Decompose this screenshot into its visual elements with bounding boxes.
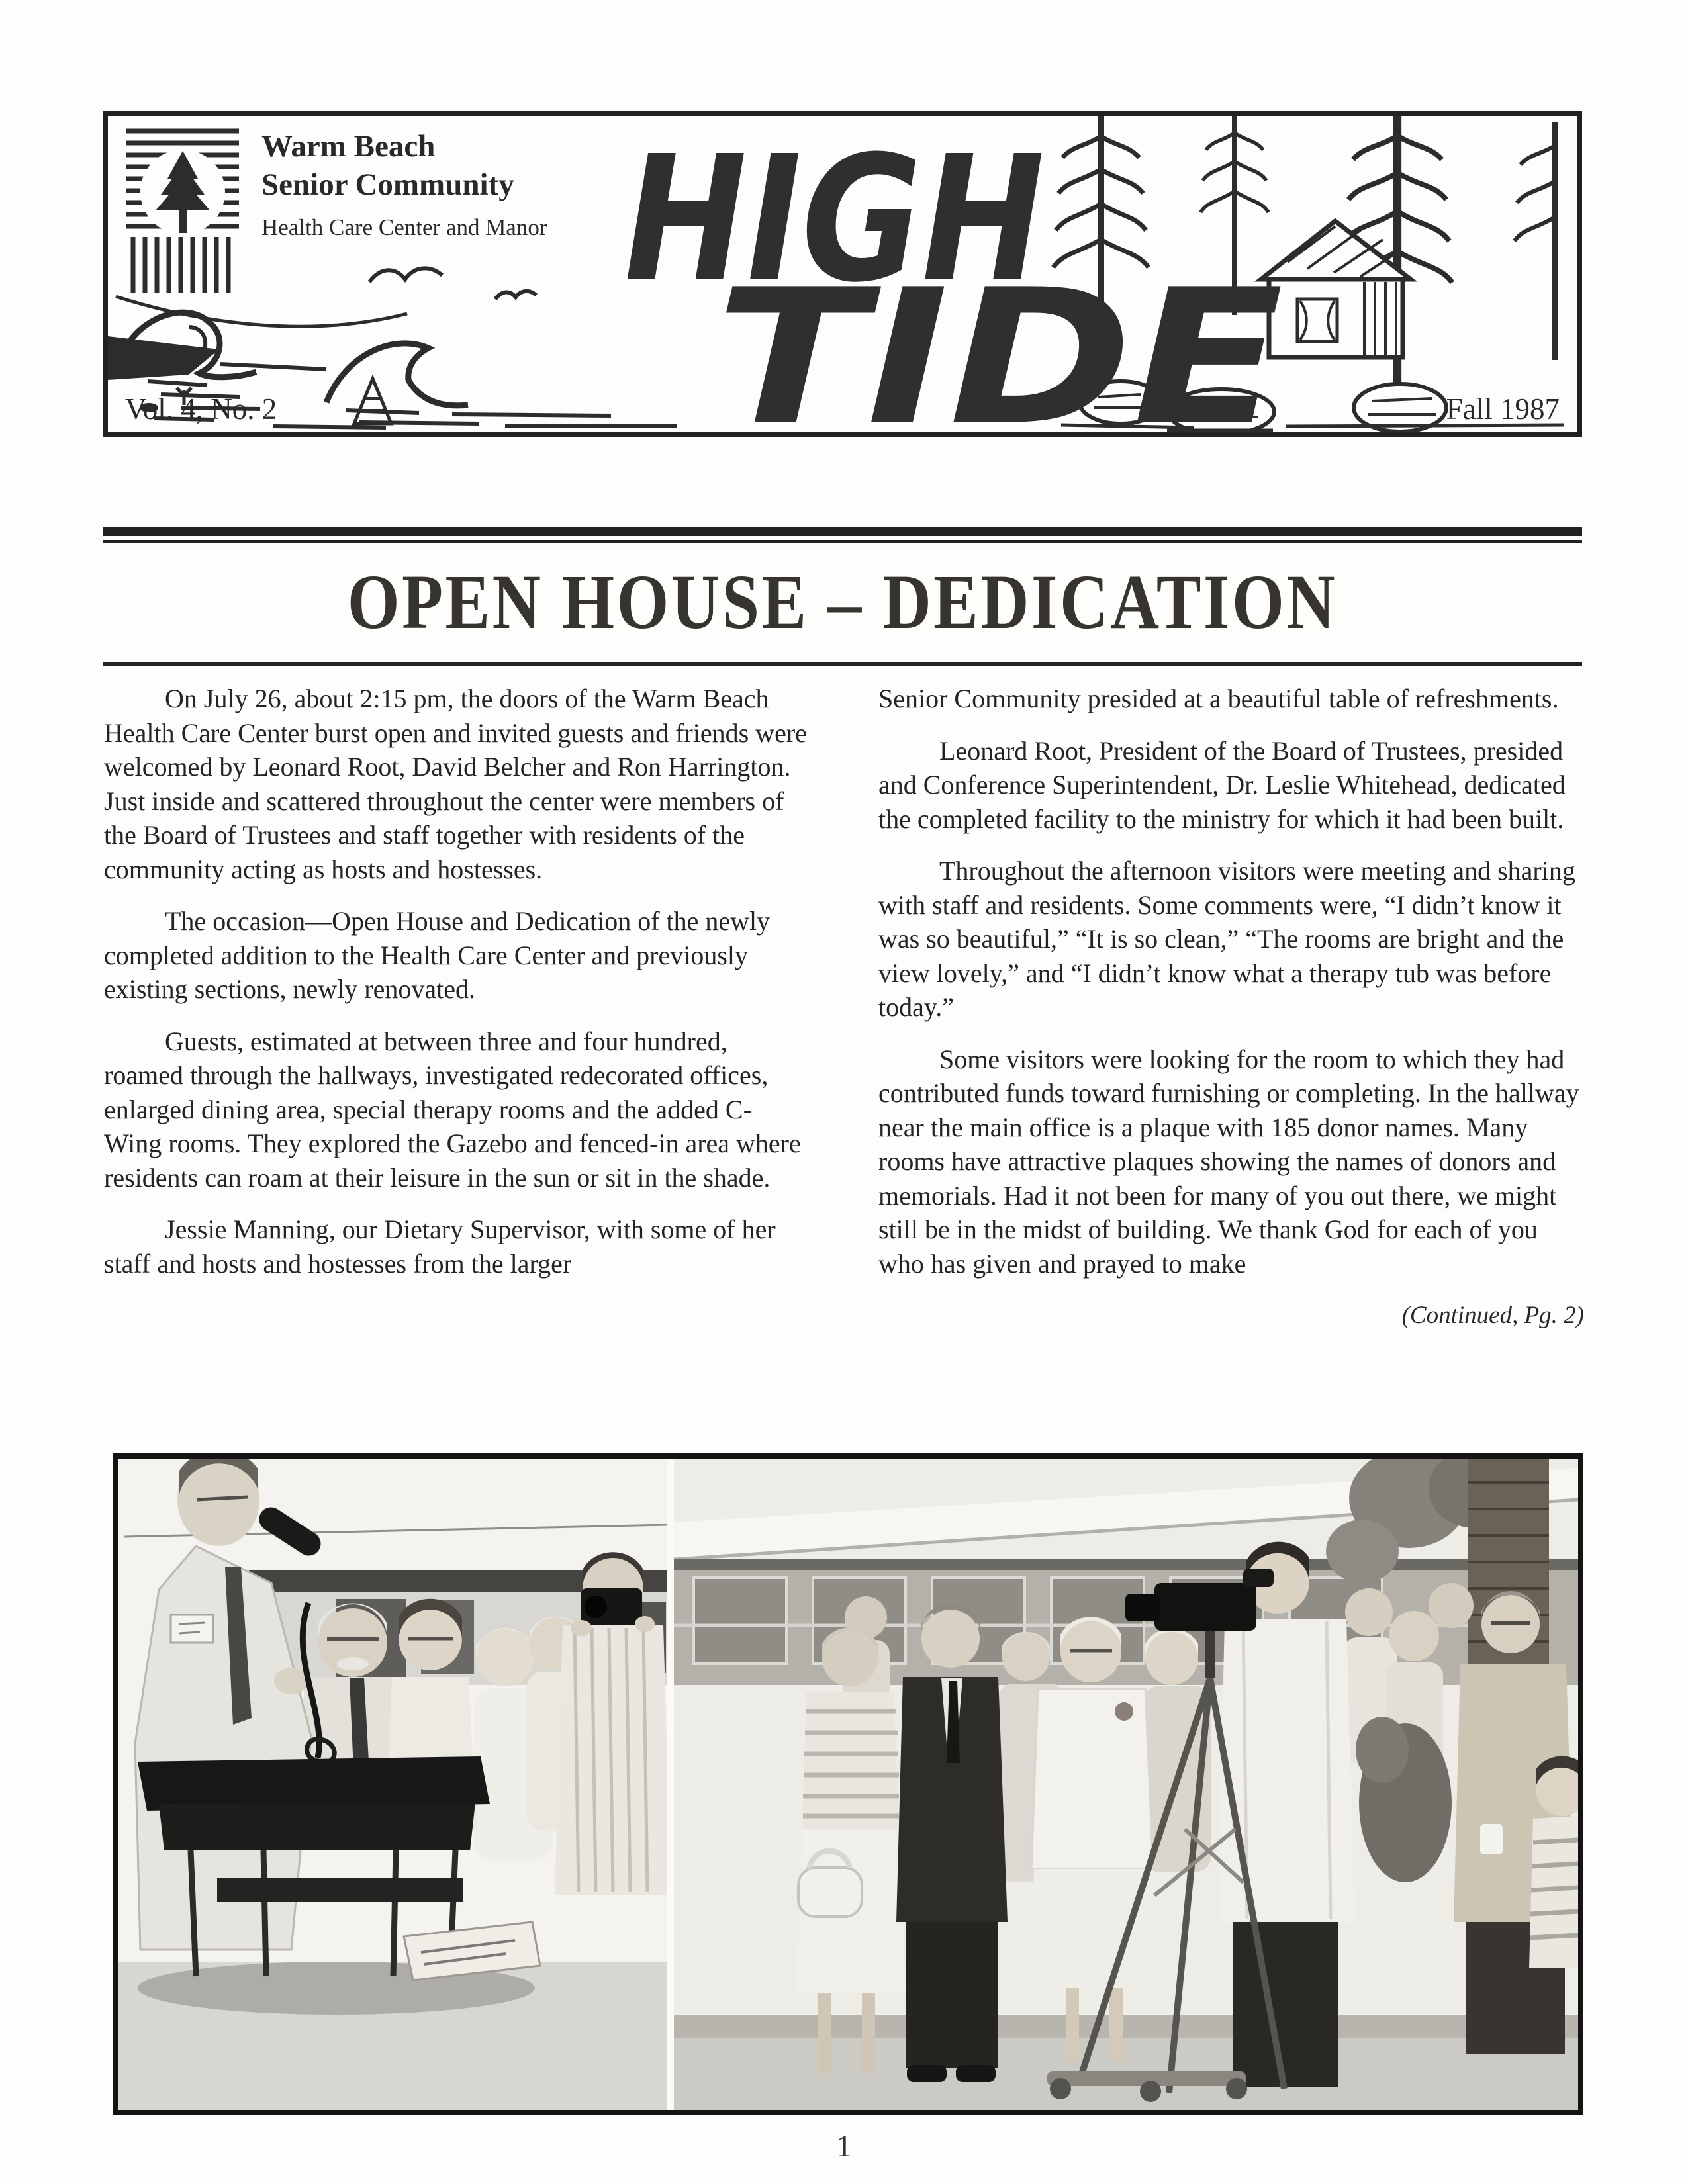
newsletter-title [624,118,1284,432]
title-word-tide: TIDE [716,249,1284,432]
divider-rule-thin [103,540,1582,543]
article-paragraph: On July 26, about 2:15 pm, the doors of the Warm Beach Health Care Center burst open and invited guests and friends were welcomed by Leonard Root, David Belcher and Ron Harrington. Just inside and scattered throughout the center were members of the Board of Trustees and staff together with residents of the community acting as hosts and hostesses. [104,684,807,884]
event-photo [113,1453,1583,2115]
continued-note: (Continued, Pg. 2) [1401,1302,1584,1329]
event-photo-illustration [118,1459,1578,2110]
photo-seam [667,1459,674,2110]
organization-block [261,127,547,241]
article-paragraph: Senior Community presided at a beautiful table of refreshments. [878,684,1559,713]
article-headline: OPEN HOUSE – DEDICATION [347,559,1338,645]
article-paragraph: Jessie Manning, our Dietary Supervisor, with some of her staff and hosts and hostesses from the larger [104,1214,776,1279]
divider-rule-thick [103,527,1582,536]
article-column-left [104,682,807,1298]
article-column-right [878,682,1584,1351]
issue-date: Fall 1987 [1446,392,1560,426]
page-number: 1 [836,2129,852,2163]
sun-logo [126,131,239,293]
org-name-line1: Warm Beach [261,129,436,163]
org-subtitle: Health Care Center and Manor [261,214,547,240]
masthead [103,111,1582,437]
article-paragraph: Guests, estimated at between three and four hundred, roamed through the hallways, investigated redecorated offices, enlarged dining area, special therapy rooms and the added C-Wing rooms. They explored the Gazebo and fenced-in area where residents can roam at their leisure in the sun or sit in the shade. [104,1026,801,1193]
org-name-line2: Senior Community [261,167,514,202]
seagulls-icon [369,268,536,299]
article-paragraph: Leonard Root, President of the Board of Trustees, presided and Conference Superintendent, Dr. Leslie Whitehead, dedicated the completed facility to the ministry for which it had been built. [878,735,1566,834]
title-word-high: HIGH [624,118,1045,320]
headline-underline-rule [103,662,1582,666]
article-paragraph: The occasion—Open House and Dedication of the newly completed addition to the Health Care Center and previously existing sections, newly renovated. [104,906,771,1004]
article-paragraph: Throughout the afternoon visitors were meeting and sharing with staff and residents. Some comments were, “I didn’t know it was so beautiful,” “It is so clean,” “The rooms are bright and the view lovely,” and “I didn’t know what a therapy tub was before today.” [878,856,1575,1022]
article-paragraph: Some visitors were looking for the room to which they had contributed funds toward furnishing or completing. In the hallway near the main office is a plaque with 185 donor names. Many rooms have attractive plaques showing the names of donors and memorials. Had it not been for many of you out there, we might still be in the midst of building. We thank God for each of you who has given and prayed to make [878,1044,1579,1279]
volume-number: Vol. 4, No. 2 [125,392,277,426]
